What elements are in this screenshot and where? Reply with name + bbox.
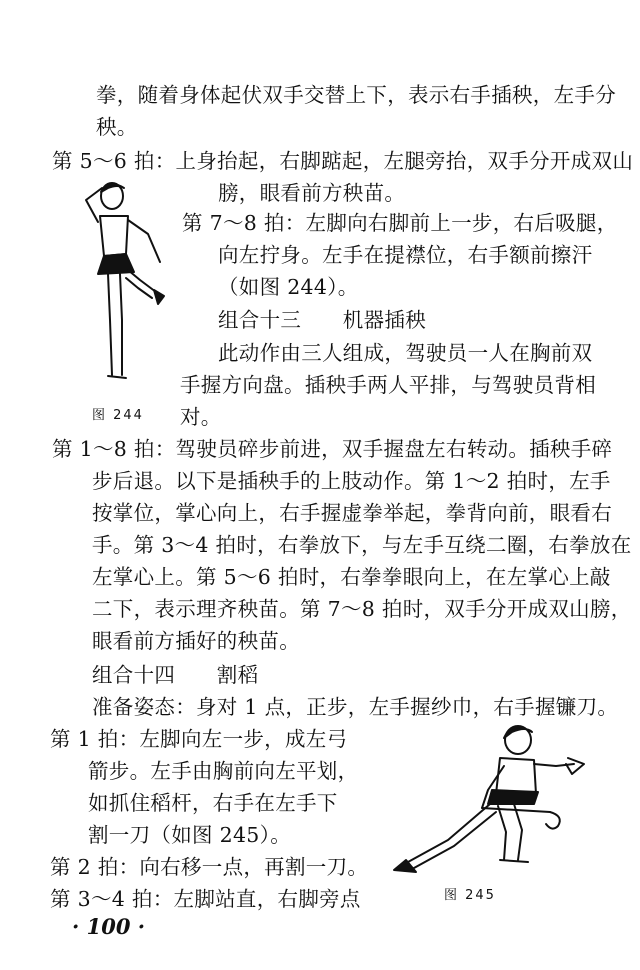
page-number: · 100 · <box>72 914 146 939</box>
text-line: 手。第 3～4 拍时，右拳放下，与左手互绕二圈，右拳放在 <box>92 533 632 557</box>
text-line: 第 5～6 拍：上身抬起，右脚踮起，左腿旁抬，双手分开成双山 <box>52 149 634 173</box>
figure-244-caption: 图 244 <box>92 408 144 423</box>
text-line: 准备姿态：身对 1 点，正步，左手握纱巾，右手握镰刀。 <box>92 695 619 719</box>
dancer-figure-244 <box>68 170 178 390</box>
text-line: 第 2 拍：向右移一点，再割一刀。 <box>50 855 369 879</box>
text-line: 箭步。左手由胸前向左平划， <box>88 759 359 783</box>
text-line: 膀，眼看前方秧苗。 <box>218 181 406 205</box>
figure-245-caption: 图 245 <box>444 888 496 903</box>
text-line: 眼看前方插好的秧苗。 <box>92 629 300 653</box>
section-heading: 组合十四 割稻 <box>92 663 259 687</box>
text-line: 第 7～8 拍：左脚向右脚前上一步，右后吸腿， <box>182 211 618 235</box>
text-line: 按掌位，掌心向上，右手握虚拳举起，拳背向前，眼看右 <box>92 501 612 525</box>
text-line: 步后退。以下是插秧手的上肢动作。第 1～2 拍时，左手 <box>92 469 611 493</box>
text-line: 割一刀（如图 245）。 <box>88 823 291 847</box>
text-line: 如抓住稻杆，右手在左手下 <box>88 791 338 815</box>
text-line: 此动作由三人组成，驾驶员一人在胸前双 <box>218 341 593 365</box>
text-line: 对。 <box>180 405 222 429</box>
section-heading: 组合十三 机器插秧 <box>218 308 426 332</box>
text-line: 第 1～8 拍：驾驶员碎步前进，双手握盘左右转动。插秧手碎 <box>52 437 613 461</box>
text-line: 秧。 <box>96 115 138 139</box>
text-line: 第 1 拍：左脚向左一步，成左弓 <box>50 727 348 751</box>
text-line: 拳，随着身体起伏双手交替上下，表示右手插秧，左手分 <box>96 83 616 107</box>
figure-245-illustration <box>388 720 588 880</box>
text-line: 手握方向盘。插秧手两人平排，与驾驶员背相 <box>180 373 596 397</box>
figure-244-illustration <box>68 170 178 390</box>
text-line: （如图 244）。 <box>218 275 359 299</box>
text-line: 第 3～4 拍：左脚站直，右脚旁点 <box>50 887 361 911</box>
text-line: 二下，表示理齐秧苗。第 7～8 拍时，双手分开成双山膀， <box>92 597 632 621</box>
text-line: 左掌心上。第 5～6 拍时，右拳拳眼向上，在左掌心上敲 <box>92 565 611 589</box>
text-line: 向左拧身。左手在提襟位，右手额前擦汗 <box>218 243 593 267</box>
dancer-figure-245 <box>388 720 588 880</box>
